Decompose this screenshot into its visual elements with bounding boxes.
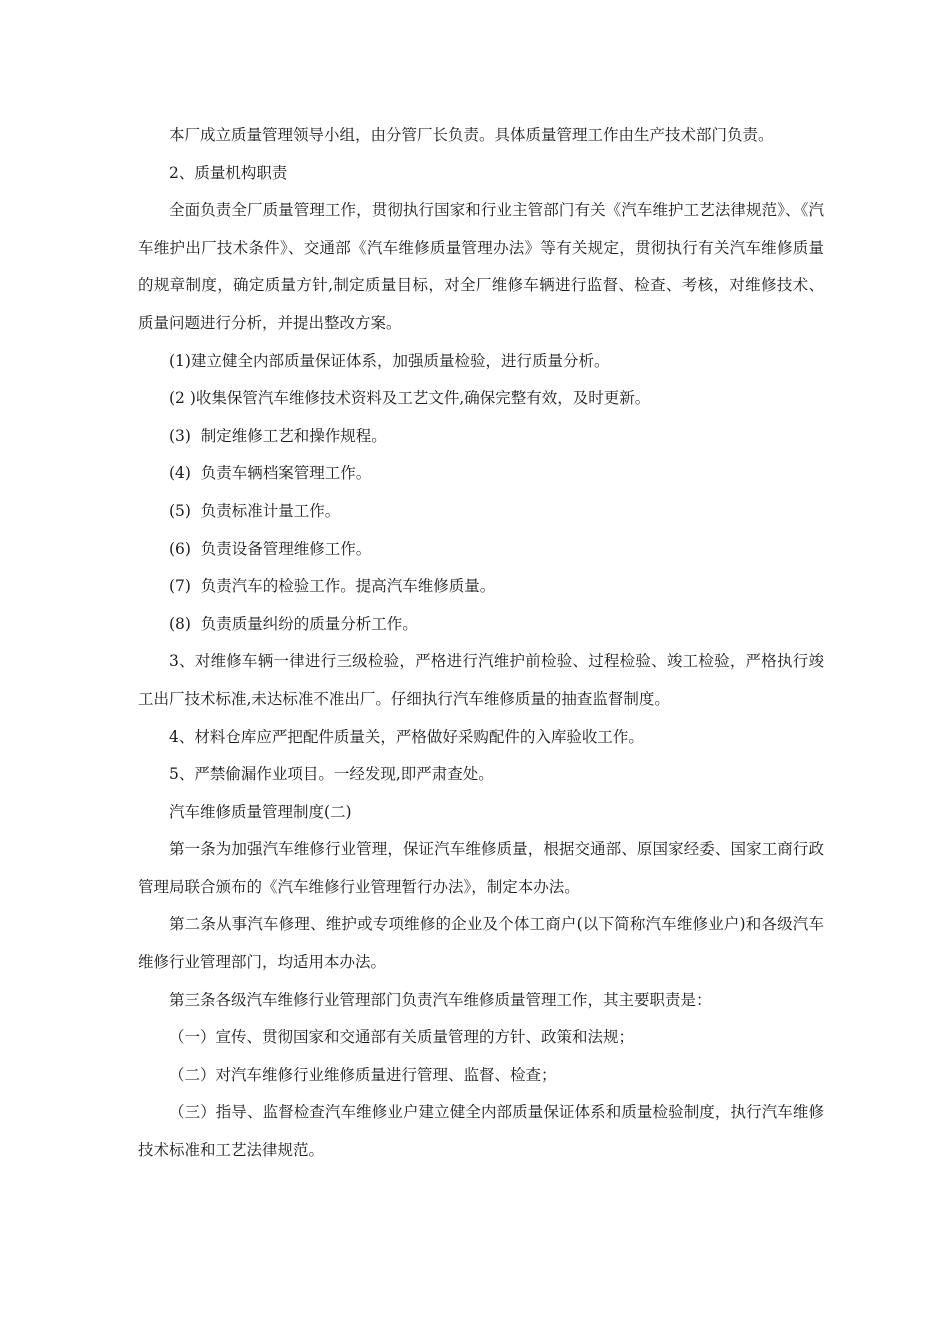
list-item-2: (2 )收集保管汽车维修技术资料及工艺文件,确保完整有效，及时更新。 [169,389,651,408]
section-4-warehouse: 4、材料仓库应严把配件质量关，严格做好采购配件的入库验收工作。 [169,727,644,746]
article-3-item-3: （三）指导、监督检查汽车维修业户建立健全内部质量保证体系和质量检验制度，执行汽车维修技术标准和工艺法律规范。 [138,1103,824,1160]
paragraph-responsibilities: 全面负责全厂质量管理工作，贯彻执行国家和行业主管部门有关《汽车维护工艺法律规范》、《汽车维护出厂技术条件》、交通部《汽车维修质量管理办法》等有关规定，贯彻执行有关汽车维修质量的规章制度，确定质量方针,制定质量目标，对全厂维修车辆进行监督、检查、考核，对维修技术、质量问题进行分析，并提出整改方案。 [138,201,824,332]
list-item-4: (4) 负责车辆档案管理工作。 [169,464,372,483]
list-item-3: (3) 制定维修工艺和操作规程。 [169,426,387,445]
document-body [138,117,824,1170]
article-1: 第一条为加强汽车维修行业管理，保证汽车维修质量，根据交通部、原国家经委、国家工商行政管理局联合颁布的《汽车维修行业管理暂行办法》，制定本办法。 [138,840,824,896]
section-3-inspection: 3、对维修车辆一律进行三级检验，严格进行汽维护前检验、过程检验、竣工检验，严格执行竣工出厂技术标准,未达标准不准出厂。仔细执行汽车维修质量的抽查监督制度。 [138,652,824,708]
list-item-8: (8) 负责质量纠纷的质量分析工作。 [169,614,418,633]
list-item-7: (7) 负责汽车的检验工作。提高汽车维修质量。 [169,577,496,596]
article-3-item-1: （一）宣传、贯彻国家和交通部有关质量管理的方针、政策和法规； [169,1028,635,1047]
paragraph-intro: 本厂成立质量管理领导小组，由分管厂长负责。具体质量管理工作由生产技术部门负责。 [169,126,774,144]
sub-title-part-two: 汽车维修质量管理制度(二) [169,802,352,821]
list-item-5: (5) 负责标准计量工作。 [169,501,341,520]
list-item-6: (6) 负责设备管理维修工作。 [169,539,372,558]
article-2: 第二条从事汽车修理、维护或专项维修的企业及个体工商户(以下简称汽车维修业户)和各级汽车维修行业管理部门，均适用本办法。 [138,915,824,972]
section-5-prohibition: 5、严禁偷漏作业项目。一经发现,即严肃查处。 [169,765,494,784]
article-3-item-2: （二）对汽车维修行业维修质量进行管理、监督、检查； [169,1065,557,1084]
list-item-1: (1)建立健全内部质量保证体系，加强质量检验，进行质量分析。 [169,351,610,370]
article-3: 第三条各级汽车维修行业管理部门负责汽车维修质量管理工作，其主要职责是： [169,990,712,1009]
section-heading-2: 2、质量机构职责 [169,163,288,182]
